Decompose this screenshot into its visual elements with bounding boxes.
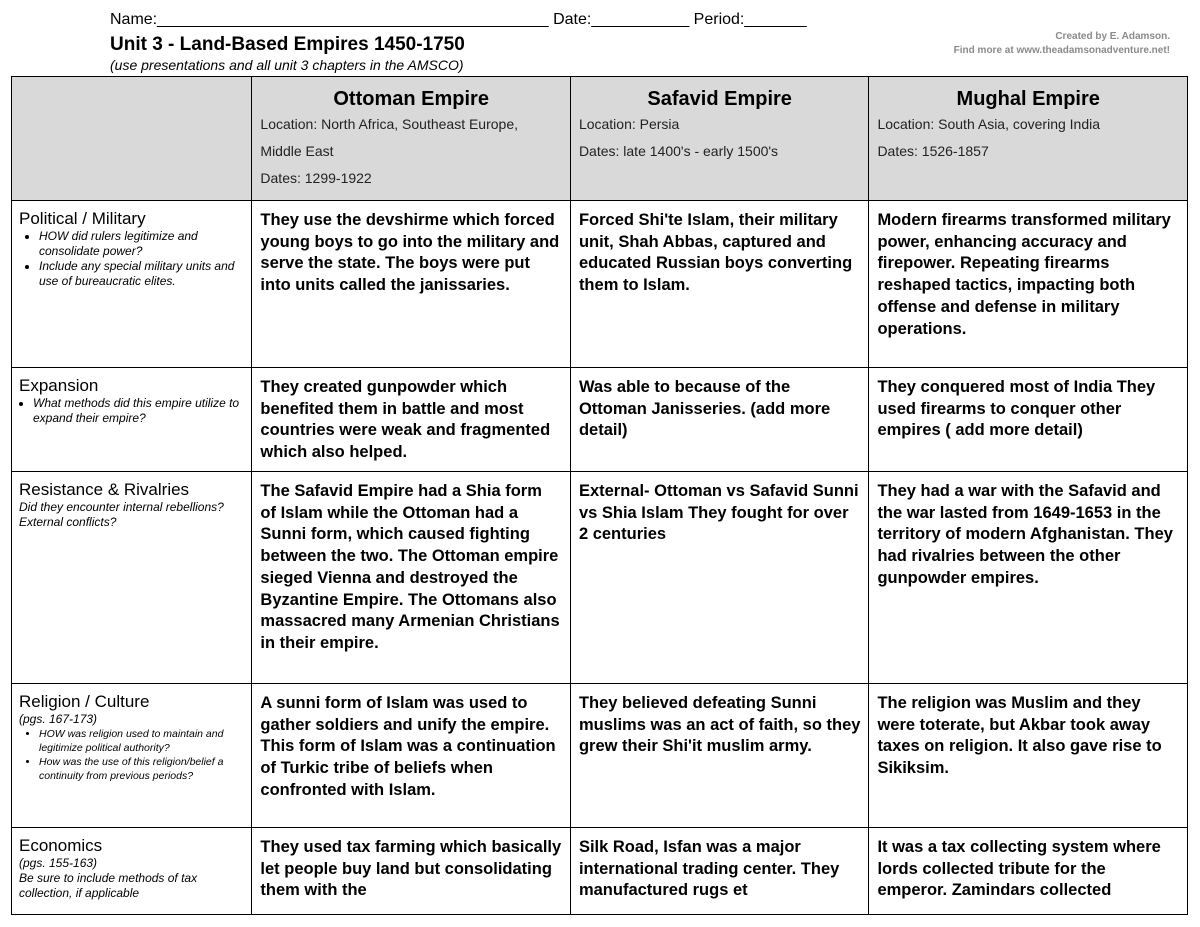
row-page-reference: (pgs. 155-163) (19, 856, 98, 870)
row-label: Economics (19, 836, 103, 855)
empires-comparison-table (11, 76, 1188, 915)
answer-cell-safavid[interactable] (570, 201, 869, 368)
empire-location: Location: Persia (578, 116, 680, 132)
row-label: Expansion (19, 376, 99, 395)
answer-text: A sunni form of Islam was used to gather soldiers and unify the empire. This form of Islam was a continuation of Turkic tribe of beliefs when confronted with Islam. (260, 694, 556, 799)
answer-cell-mughal[interactable] (869, 368, 1188, 472)
answer-text: They had a war with the Safavid and the war lasted from 1649-1653 in the territory of modern Afghanistan. They had rivalries between the other gunpowder empires. (877, 482, 1173, 587)
table-row-resistance-rivalries (12, 472, 1188, 684)
answer-text: The Safavid Empire had a Shia form of Islam while the Ottoman had a Sunni form, which caused fighting between the two. The Ottoman empire sieged Vienna and destroyed the Byzantine Empire. The Ottomans also massacred many Armenian Christians in their empire. (260, 482, 560, 652)
answer-cell-ottoman[interactable] (252, 201, 571, 368)
answer-cell-ottoman[interactable] (252, 472, 571, 684)
name-date-period-line: Name:____________________________________________ Date:___________ Period:_______ (110, 11, 807, 28)
worksheet-subtitle: (use presentations and all unit 3 chapters in the AMSCO) (110, 57, 464, 73)
row-prompt-bullet: • HOW was religion used to maintain and legitimize political authority? (39, 727, 245, 755)
answer-text: It was a tax collecting system where lords collected tribute for the emperor. Zamindars collected (877, 838, 1161, 900)
answer-cell-mughal[interactable] (869, 201, 1188, 368)
row-label-cell (12, 684, 252, 828)
row-prompt-bullet: • HOW did rulers legitimize and consolidate power? (39, 229, 245, 259)
row-prompt-bullet: • How was the use of this religion/belief a continuity from previous periods? (39, 755, 245, 783)
answer-text: External- Ottoman vs Safavid Sunni vs Shia Islam They fought for over 2 centuries (578, 482, 859, 544)
row-label: Political / Military (19, 209, 146, 228)
answer-text: Was able to because of the Ottoman Janisseries. (add more detail) (578, 378, 831, 440)
row-label-cell (12, 828, 252, 915)
table-row-economics (12, 828, 1188, 915)
row-label-cell (12, 201, 252, 368)
table-row-religion-culture (12, 684, 1188, 828)
author-credit (954, 30, 1170, 58)
answer-cell-safavid[interactable] (570, 828, 869, 915)
empire-location: Location: South Asia, covering India (877, 116, 1101, 132)
answer-cell-mughal[interactable] (869, 684, 1188, 828)
answer-cell-mughal[interactable] (869, 828, 1188, 915)
empire-header-ottoman (252, 77, 571, 201)
empire-location: Location: North Africa, Southeast Europe, Middle East (260, 116, 519, 159)
row-label: Religion / Culture (19, 692, 150, 711)
empire-header-safavid (570, 77, 869, 201)
row-prompt-note: Be sure to include methods of tax collection, if applicable (19, 871, 198, 900)
answer-text: Forced Shi'te Islam, their military unit, Shah Abbas, captured and educated Russian boys converting them to Islam. (578, 211, 853, 295)
row-page-reference: (pgs. 167-173) (19, 712, 98, 726)
empire-name: Safavid Empire (647, 88, 792, 110)
credit-line-website: Find more at www.theadamsonadventure.net! (953, 45, 1170, 56)
table-row-political-military (12, 201, 1188, 368)
empire-header-mughal (869, 77, 1188, 201)
answer-cell-mughal[interactable] (869, 472, 1188, 684)
empire-dates: Dates: 1526-1857 (877, 143, 989, 159)
answer-cell-ottoman[interactable] (252, 684, 571, 828)
answer-text: They created gunpowder which benefited them in battle and most countries were weak and fragmented which also helped. (260, 378, 551, 462)
row-prompt-bullet: • What methods did this empire utilize to expand their empire? (33, 396, 245, 426)
table-row-expansion (12, 368, 1188, 472)
row-label-cell (12, 368, 252, 472)
row-prompt-note: Did they encounter internal rebellions? External conflicts? (19, 500, 224, 529)
answer-text: The religion was Muslim and they were toterate, but Akbar took away taxes on religion. It also gave rise to Sikiksim. (877, 694, 1162, 778)
answer-text: They conquered most of India They used firearms to conquer other empires ( add more detail) (877, 378, 1156, 440)
row-label-cell (12, 472, 252, 684)
row-label: Resistance & Rivalries (19, 480, 190, 499)
answer-cell-safavid[interactable] (570, 368, 869, 472)
answer-cell-safavid[interactable] (570, 472, 869, 684)
empire-name: Mughal Empire (956, 88, 1100, 110)
answer-text: Silk Road, Isfan was a major international trading center. They manufactured rugs et (578, 838, 840, 900)
answer-cell-safavid[interactable] (570, 684, 869, 828)
answer-text: They believed defeating Sunni muslims was an act of faith, so they grew their Shi'it muslim army. (578, 694, 861, 756)
worksheet-header (0, 0, 1200, 76)
credit-line-author: Created by E. Adamson. (1055, 31, 1170, 42)
answer-cell-ottoman[interactable] (252, 368, 571, 472)
empire-dates: Dates: late 1400's - early 1500's (578, 143, 779, 159)
empire-name: Ottoman Empire (333, 88, 489, 110)
answer-text: They use the devshirme which forced young boys to go into the military and serve the state. The boys were put into units called the janissaries. (260, 211, 560, 295)
answer-cell-ottoman[interactable] (252, 828, 571, 915)
answer-text: They used tax farming which basically let people buy land but consolidating them with the (260, 838, 562, 900)
worksheet-title: Unit 3 - Land-Based Empires 1450-1750 (110, 34, 465, 55)
header-corner-cell (12, 77, 252, 201)
empire-dates: Dates: 1299-1922 (260, 170, 372, 186)
table-header-row (12, 77, 1188, 201)
answer-text: Modern firearms transformed military power, enhancing accuracy and firepower. Repeating firearms reshaped tactics, impacting both offense and defense in military operations. (877, 211, 1171, 338)
row-prompt-bullet: • Include any special military units and use of bureaucratic elites. (39, 259, 245, 289)
